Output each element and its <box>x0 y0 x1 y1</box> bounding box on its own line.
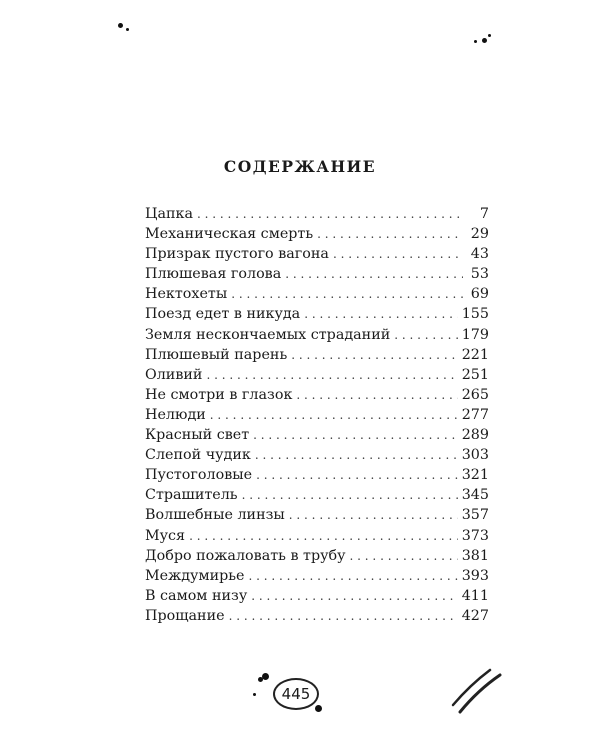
ink-splat-decoration <box>482 38 487 43</box>
toc-entry-title: Плюшевая голова <box>145 266 282 283</box>
dot-leader <box>291 345 457 365</box>
toc-entry <box>145 546 489 566</box>
ink-splat-decoration <box>258 677 263 682</box>
toc-entry-page: 221 <box>461 346 489 363</box>
ink-splat-decoration <box>474 40 477 43</box>
dot-leader <box>249 566 458 586</box>
toc-entry <box>145 425 489 445</box>
toc-entry <box>145 586 489 606</box>
dot-leader <box>206 365 457 385</box>
toc-entry <box>145 224 489 244</box>
toc-entry-page: 303 <box>461 447 489 464</box>
toc-entry <box>145 405 489 425</box>
ink-splat-decoration <box>315 705 322 712</box>
dot-leader <box>296 385 457 405</box>
toc-entry-page: 7 <box>479 206 489 222</box>
ink-splat-decoration <box>488 34 491 37</box>
ink-splat-decoration <box>118 23 123 28</box>
toc-entry-title: Волшебные линзы <box>145 507 285 524</box>
toc-entry-title: Призрак пустого вагона <box>145 246 329 263</box>
dot-leader <box>317 224 463 244</box>
dot-leader <box>394 325 457 345</box>
toc-entry <box>145 284 489 304</box>
toc-entry-page: 277 <box>461 406 489 423</box>
toc-entry-title: Плюшевый парень <box>145 346 288 363</box>
ink-splat-decoration <box>126 28 129 31</box>
page-title: СОДЕРЖАНИЕ <box>223 157 377 176</box>
toc-entry <box>145 485 489 505</box>
toc-entry-page: 411 <box>461 587 489 604</box>
toc-entry <box>145 606 489 626</box>
toc-entry-title: Нелюди <box>145 406 206 423</box>
dot-leader <box>197 204 463 224</box>
toc-entry-title: Механическая смерть <box>145 226 314 243</box>
dot-leader <box>253 425 458 445</box>
toc-entry-title: Поезд едет в никуда <box>145 306 301 323</box>
toc-entry-page: 29 <box>470 226 489 243</box>
toc-entry-page: 321 <box>461 467 489 484</box>
toc-entry-title: Красный свет <box>145 427 250 444</box>
toc-entry <box>145 445 489 465</box>
page-number: 445 <box>273 678 319 710</box>
dot-leader <box>189 526 458 546</box>
toc-entry-page: 43 <box>470 246 489 263</box>
toc-entry-page: 373 <box>461 527 489 544</box>
dot-leader <box>285 264 463 284</box>
toc-entry-page: 357 <box>461 507 489 524</box>
dot-leader <box>229 606 458 626</box>
toc-entry-page: 53 <box>470 266 489 283</box>
toc-entry <box>145 385 489 405</box>
table-of-contents <box>145 204 489 626</box>
toc-entry-title: Муся <box>145 527 186 544</box>
toc-entry-page: 289 <box>461 427 489 444</box>
dot-leader <box>242 485 458 505</box>
toc-entry <box>145 244 489 264</box>
toc-entry-title: Пустоголовые <box>145 467 253 484</box>
toc-entry <box>145 465 489 485</box>
toc-entry-page: 427 <box>461 607 489 624</box>
toc-entry-title: В самом низу <box>145 587 248 604</box>
dot-leader <box>251 586 457 606</box>
toc-entry-title: Слепой чудик <box>145 447 251 464</box>
dot-leader <box>289 505 458 525</box>
dot-leader <box>210 405 458 425</box>
toc-entry <box>145 264 489 284</box>
toc-entry-title: Прощание <box>145 607 225 624</box>
ink-splat-decoration <box>262 673 269 680</box>
toc-entry-page: 251 <box>461 366 489 383</box>
toc-entry <box>145 304 489 324</box>
dot-leader <box>333 244 463 264</box>
toc-entry-page: 381 <box>461 547 489 564</box>
toc-entry <box>145 325 489 345</box>
ink-splat-decoration <box>253 693 256 696</box>
toc-entry-title: Земля нескончаемых страданий <box>145 326 391 343</box>
toc-entry-title: Нектохеты <box>145 286 228 303</box>
dot-leader <box>231 284 463 304</box>
toc-entry-page: 179 <box>461 326 489 343</box>
toc-entry-page: 265 <box>461 386 489 403</box>
toc-entry-title: Добро пожаловать в трубу <box>145 547 346 564</box>
toc-entry <box>145 566 489 586</box>
toc-entry-page: 155 <box>461 306 489 323</box>
toc-entry-page: 69 <box>470 286 489 303</box>
toc-entry <box>145 204 489 224</box>
toc-entry <box>145 505 489 525</box>
toc-entry-page: 345 <box>461 487 489 504</box>
toc-entry <box>145 365 489 385</box>
toc-entry-title: Не смотри в глазок <box>145 386 293 403</box>
dot-leader <box>255 445 458 465</box>
claw-scratch-icon <box>448 660 518 715</box>
toc-entry <box>145 526 489 546</box>
toc-entry-title: Цапка <box>145 206 193 222</box>
dot-leader <box>304 304 458 324</box>
dot-leader <box>256 465 458 485</box>
toc-entry-title: Оливий <box>145 366 203 383</box>
dot-leader <box>350 546 458 566</box>
toc-entry <box>145 345 489 365</box>
toc-entry-title: Междумирье <box>145 567 245 584</box>
toc-entry-title: Страшитель <box>145 487 238 504</box>
toc-entry-page: 393 <box>461 567 489 584</box>
